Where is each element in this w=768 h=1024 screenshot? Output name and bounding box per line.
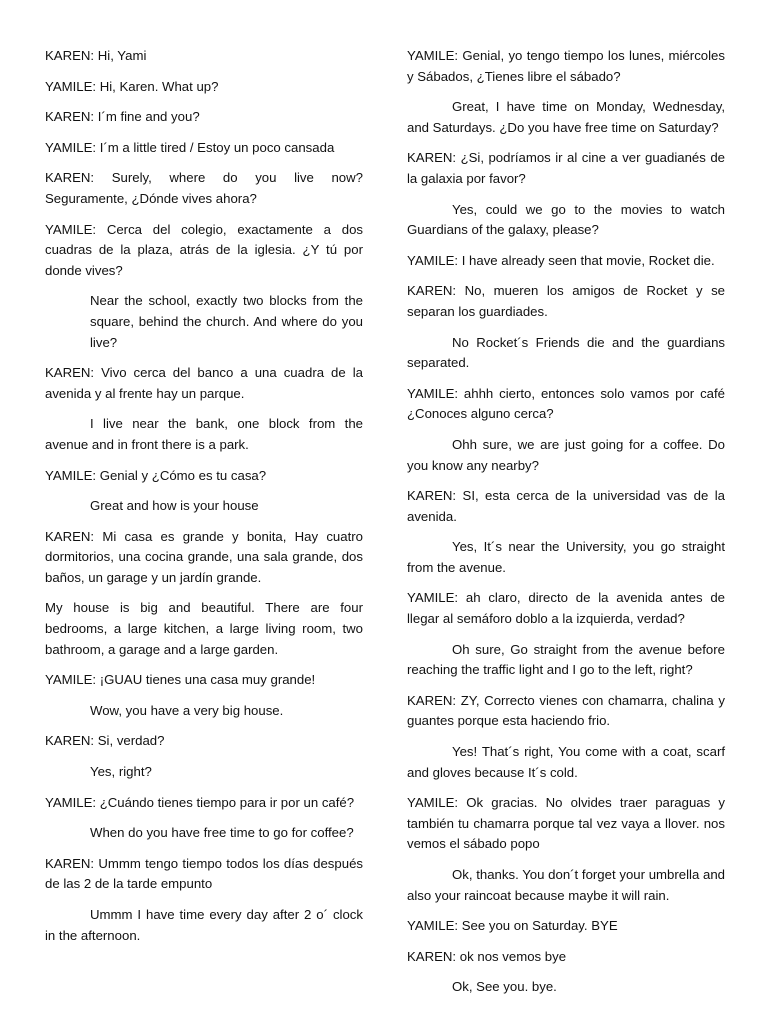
translation-line: No Rocket´s Friends die and the guardians separated.	[407, 334, 725, 371]
translation-line: Yes, It´s near the University, you go straight from the avenue.	[407, 539, 725, 575]
dialogue-line: YAMILE: I´m a little tired / Estoy un poco cansada	[45, 139, 335, 155]
dialogue-line: KAREN: ¿Si, podríamos ir al cine a ver guadianés de la galaxia por favor?	[407, 150, 725, 186]
dialogue-line: KAREN: Si, verdad?	[45, 733, 165, 749]
dialogue-line: YAMILE: Hi, Karen. What up?	[45, 78, 219, 94]
translation-line: Ummm I have time every day after 2 o´ clock in the afternoon.	[45, 907, 363, 943]
left-column	[45, 46, 363, 956]
dialogue-line: KAREN: I´m fine and you?	[45, 109, 200, 125]
dialogue-line: KAREN: Vivo cerca del banco a una cuadra de la avenida y al frente hay un parque.	[45, 365, 363, 401]
dialogue-line: KAREN: Surely, where do you live now? Seguramente, ¿Dónde vives ahora?	[45, 170, 363, 206]
dialogue-line: YAMILE: Cerca del colegio, exactamente a dos cuadras de la plaza, atrás de la iglesia. ¿Y tú por donde vives?	[45, 221, 363, 278]
dialogue-line: YAMILE: Ok gracias. No olvides traer paraguas y también tu chamarra porque tal vez vaya a llover. nos vemos el sábado popo	[407, 795, 725, 852]
dialogue-line: YAMILE: See you on Saturday. BYE	[407, 918, 618, 934]
dialogue-line: KAREN: No, mueren los amigos de Rocket y se separan los guardiades.	[407, 283, 725, 319]
translation-line: Wow, you have a very big house.	[90, 702, 284, 718]
translation-line: When do you have free time to go for coffee?	[90, 825, 354, 841]
dialogue-line: KAREN: Mi casa es grande y bonita, Hay cuatro dormitorios, una cocina grande, una sala grande, dos baños, un garage y un jardín grande.	[45, 528, 363, 585]
dialogue-line: KAREN: ZY, Correcto vienes con chamarra, chalina y guantes porque esta haciendo frio.	[407, 692, 725, 729]
translation-line: Yes, could we go to the movies to watch Guardians of the galaxy, please?	[407, 201, 725, 238]
dialogue-line: KAREN: Hi, Yami	[45, 48, 147, 63]
translation-line: Near the school, exactly two blocks from the square, behind the church. And where do you live?	[90, 293, 363, 350]
translation-line: Ohh sure, we are just going for a coffee. Do you know any nearby?	[407, 436, 725, 473]
translation-line: Yes! That´s right, You come with a coat, scarf and gloves because It´s cold.	[407, 744, 725, 780]
dialogue-line: YAMILE: I have already seen that movie, Rocket die.	[407, 252, 715, 268]
right-column	[407, 46, 725, 1008]
translation-line: Great, I have time on Monday, Wednesday, and Saturdays. ¿Do you have free time on Saturday?	[407, 99, 725, 135]
translation-line: Great and how is your house	[90, 498, 259, 514]
translation-line: Yes, right?	[90, 764, 152, 780]
dialogue-line: YAMILE: ah claro, directo de la avenida antes de llegar al semáforo doblo a la izquierda, verdad?	[407, 590, 725, 627]
dialogue-line: YAMILE: ahhh cierto, entonces solo vamos por café ¿Conoces alguno cerca?	[407, 385, 725, 422]
dialogue-line: YAMILE: Genial y ¿Cómo es tu casa?	[45, 467, 267, 483]
dialogue-line: KAREN: SI, esta cerca de la universidad vas de la avenida.	[407, 488, 725, 524]
translation-line: Oh sure, Go straight from the avenue before reaching the traffic light and I go to the left, right?	[407, 641, 725, 678]
translation-line: Ok, See you. bye.	[452, 979, 557, 995]
dialogue-line: YAMILE: ¿Cuándo tienes tiempo para ir por un café?	[45, 794, 355, 810]
dialogue-line: YAMILE: ¡GUAU tienes una casa muy grande!	[45, 672, 316, 688]
translation-line: My house is big and beautiful. There are four bedrooms, a large kitchen, a large living room, two bathroom, a garage and a large garden.	[45, 600, 363, 657]
dialogue-line: KAREN: ok nos vemos bye	[407, 948, 567, 964]
dialogue-line: KAREN: Ummm tengo tiempo todos los días después de las 2 de la tarde empunto	[45, 855, 363, 892]
translation-line: Ok, thanks. You don´t forget your umbrella and also your raincoat because maybe it will rain.	[407, 867, 725, 903]
dialogue-line: YAMILE: Genial, yo tengo tiempo los lunes, miércoles y Sábados, ¿Tienes libre el sábado?	[407, 48, 725, 84]
translation-line: I live near the bank, one block from the avenue and in front there is a park.	[45, 416, 363, 452]
